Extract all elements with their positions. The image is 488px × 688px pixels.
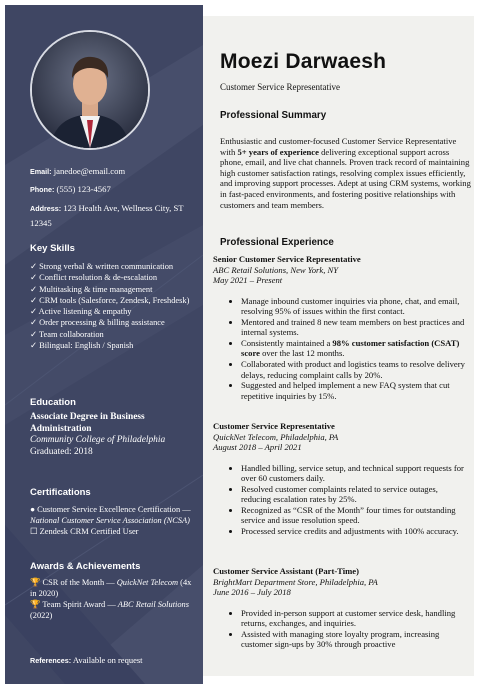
job-bullet: • Mentored and trained 8 new team members on best practices and internal systems. <box>241 317 467 338</box>
job-title: Customer Service Representative <box>213 421 335 431</box>
job-bullets <box>213 463 467 537</box>
skill-text: CRM tools (Salesforce, Zendesk, Freshdesk) <box>39 295 190 305</box>
job-entry <box>213 254 473 401</box>
skill-text: Bilingual: English / Spanish <box>39 341 134 351</box>
education-school: Community College of Philadelphia <box>30 435 166 446</box>
skill-text: Team collaboration <box>38 329 104 339</box>
bullet-part: Consistently maintained a <box>241 337 333 348</box>
candidate-name: Moezi Darwaesh <box>220 50 387 73</box>
summary-part: delivering exceptional support across phone, email, and live chat channels. Proven track record of maintaining high customer satisfaction ratings, resolving complex issues efficiently, and improving support processes. Adept at using CRM systems, working in fast-paced environments, and fostering positive relationships with customers and team members. <box>220 146 471 210</box>
skill-item <box>30 272 195 283</box>
job-title: Customer Service Assistant (Part-Time) <box>213 566 359 576</box>
skill-item <box>30 295 195 306</box>
job-title: Senior Customer Service Representative <box>213 254 361 264</box>
certification-text: Zendesk CRM Certified User <box>39 527 139 536</box>
job-bullet: • Recognized as “CSR of the Month” four times for outstanding service and issue resolution speed. <box>241 505 467 526</box>
address-label: Address: <box>30 204 62 213</box>
phone-value: (555) 123-4567 <box>56 184 111 194</box>
skill-item <box>30 317 195 328</box>
skill-text: Active listening & empathy <box>38 307 132 317</box>
check-icon: ✓ <box>30 284 38 294</box>
checkbox-icon: ☐ <box>30 527 38 536</box>
profile-photo <box>30 30 150 150</box>
job-bullet: • Handled billing, service setup, and technical support requests for over 60 customers daily. <box>241 463 467 484</box>
skill-item <box>30 284 195 295</box>
job-entry <box>213 421 473 537</box>
check-icon: ✓ <box>30 295 38 305</box>
award-org: QuickNet Telecom <box>116 578 179 587</box>
contact-phone <box>30 184 111 195</box>
certification-issuer: National Customer Service Association (NCSA) <box>30 516 190 525</box>
award-text: Team Spirit Award — <box>42 600 118 609</box>
check-icon: ✓ <box>30 307 38 317</box>
summary-text <box>220 136 472 210</box>
summary-heading: Professional Summary <box>220 110 327 121</box>
references-label: References: <box>30 656 72 665</box>
job-dates: May 2021 – Present <box>213 275 283 285</box>
skill-text: Strong verbal & written communication <box>39 262 174 271</box>
skills-list <box>30 261 195 351</box>
summary-part: Enthusiastic and customer-focused Customer Service Representative with <box>220 136 457 157</box>
check-icon: ✓ <box>30 273 38 283</box>
skill-text: Conflict resolution & de-escalation <box>39 273 158 283</box>
phone-label: Phone: <box>30 185 55 194</box>
award-item <box>30 599 195 621</box>
certification-item <box>30 526 195 537</box>
certification-item <box>30 504 195 526</box>
job-company: QuickNet Telecom, Philadelphia, PA <box>213 431 339 442</box>
job-bullets <box>213 608 467 650</box>
education-heading: Education <box>30 397 76 408</box>
award-org: ABC Retail Solutions <box>117 600 189 609</box>
job-bullet: • Provided in-person support at customer service desk, handling returns, exchanges, and inquiries. <box>241 608 467 629</box>
trophy-icon: 🏆 <box>30 578 41 587</box>
email-label: Email: <box>30 167 52 176</box>
job-bullets <box>213 296 467 402</box>
check-icon: ✓ <box>30 341 38 351</box>
skill-item <box>30 329 195 340</box>
check-icon: ✓ <box>30 329 38 339</box>
skill-text: Order processing & billing assistance <box>39 318 165 328</box>
job-bullet <box>241 338 467 359</box>
education-graduated: Graduated: 2018 <box>30 446 93 457</box>
award-detail: (4x in 2020) <box>30 578 192 598</box>
job-dates: June 2016 – July 2018 <box>213 587 291 597</box>
certification-text: Customer Service Excellence Certification — <box>37 505 191 514</box>
skill-item <box>30 306 195 317</box>
references-value: Available on request <box>72 655 143 665</box>
skill-item <box>30 340 195 351</box>
check-icon: ✓ <box>30 262 38 271</box>
trophy-icon: 🏆 <box>30 600 41 609</box>
skill-text: Multitasking & time management <box>39 284 153 294</box>
education-degree: Associate Degree in Business Administration <box>30 412 145 434</box>
job-bullet: • Collaborated with product and logistics teams to resolve delivery delays, reducing complaint calls by 20%. <box>241 359 467 380</box>
award-text: CSR of the Month — <box>42 578 117 587</box>
bullet-highlight: 98% customer satisfaction (CSAT) score <box>241 337 460 359</box>
contact-address <box>30 201 190 230</box>
job-dates: August 2018 – April 2021 <box>213 442 302 452</box>
skill-item <box>30 261 195 272</box>
job-bullet: • Manage inbound customer inquiries via phone, chat, and email, resolving 95% of issues within the first contact. <box>241 296 467 317</box>
bullet-part: over the last 12 months. <box>259 348 345 359</box>
job-company: ABC Retail Solutions, New York, NY <box>213 264 339 275</box>
references <box>30 655 143 665</box>
job-entry <box>213 566 473 650</box>
award-item <box>30 577 195 599</box>
education-block <box>30 412 195 458</box>
certifications-heading: Certifications <box>30 487 91 498</box>
certifications-list <box>30 504 195 537</box>
job-bullet: • Suggested and helped implement a new FAQ system that cut repetitive inquiries by 15%. <box>241 380 467 401</box>
summary-highlight: 5+ years of experience <box>237 146 319 157</box>
job-company: BrightMart Department Store, Philadelphia, PA <box>213 576 378 587</box>
job-bullet: • Resolved customer complaints related to service outages, reducing escalation rates by 25%. <box>241 484 467 505</box>
email-value[interactable]: janedoe@email.com <box>53 166 126 176</box>
job-bullet: • Assisted with managing store loyalty program, increasing customer sign-ups by 30% through proactive <box>241 629 467 650</box>
experience-heading: Professional Experience <box>220 237 334 248</box>
awards-heading: Awards & Achievements <box>30 561 141 572</box>
check-icon: ✓ <box>30 318 38 328</box>
skills-heading: Key Skills <box>30 243 75 254</box>
address-value: 123 Health Ave, Wellness City, ST 12345 <box>30 203 184 228</box>
contact-email <box>30 166 125 177</box>
job-bullet: • Processed service credits and adjustments with 100% accuracy. <box>241 526 467 537</box>
candidate-title: Customer Service Representative <box>220 82 340 92</box>
award-detail: (2022) <box>30 611 53 620</box>
bullet-icon: ● <box>30 505 36 514</box>
awards-list <box>30 577 195 621</box>
